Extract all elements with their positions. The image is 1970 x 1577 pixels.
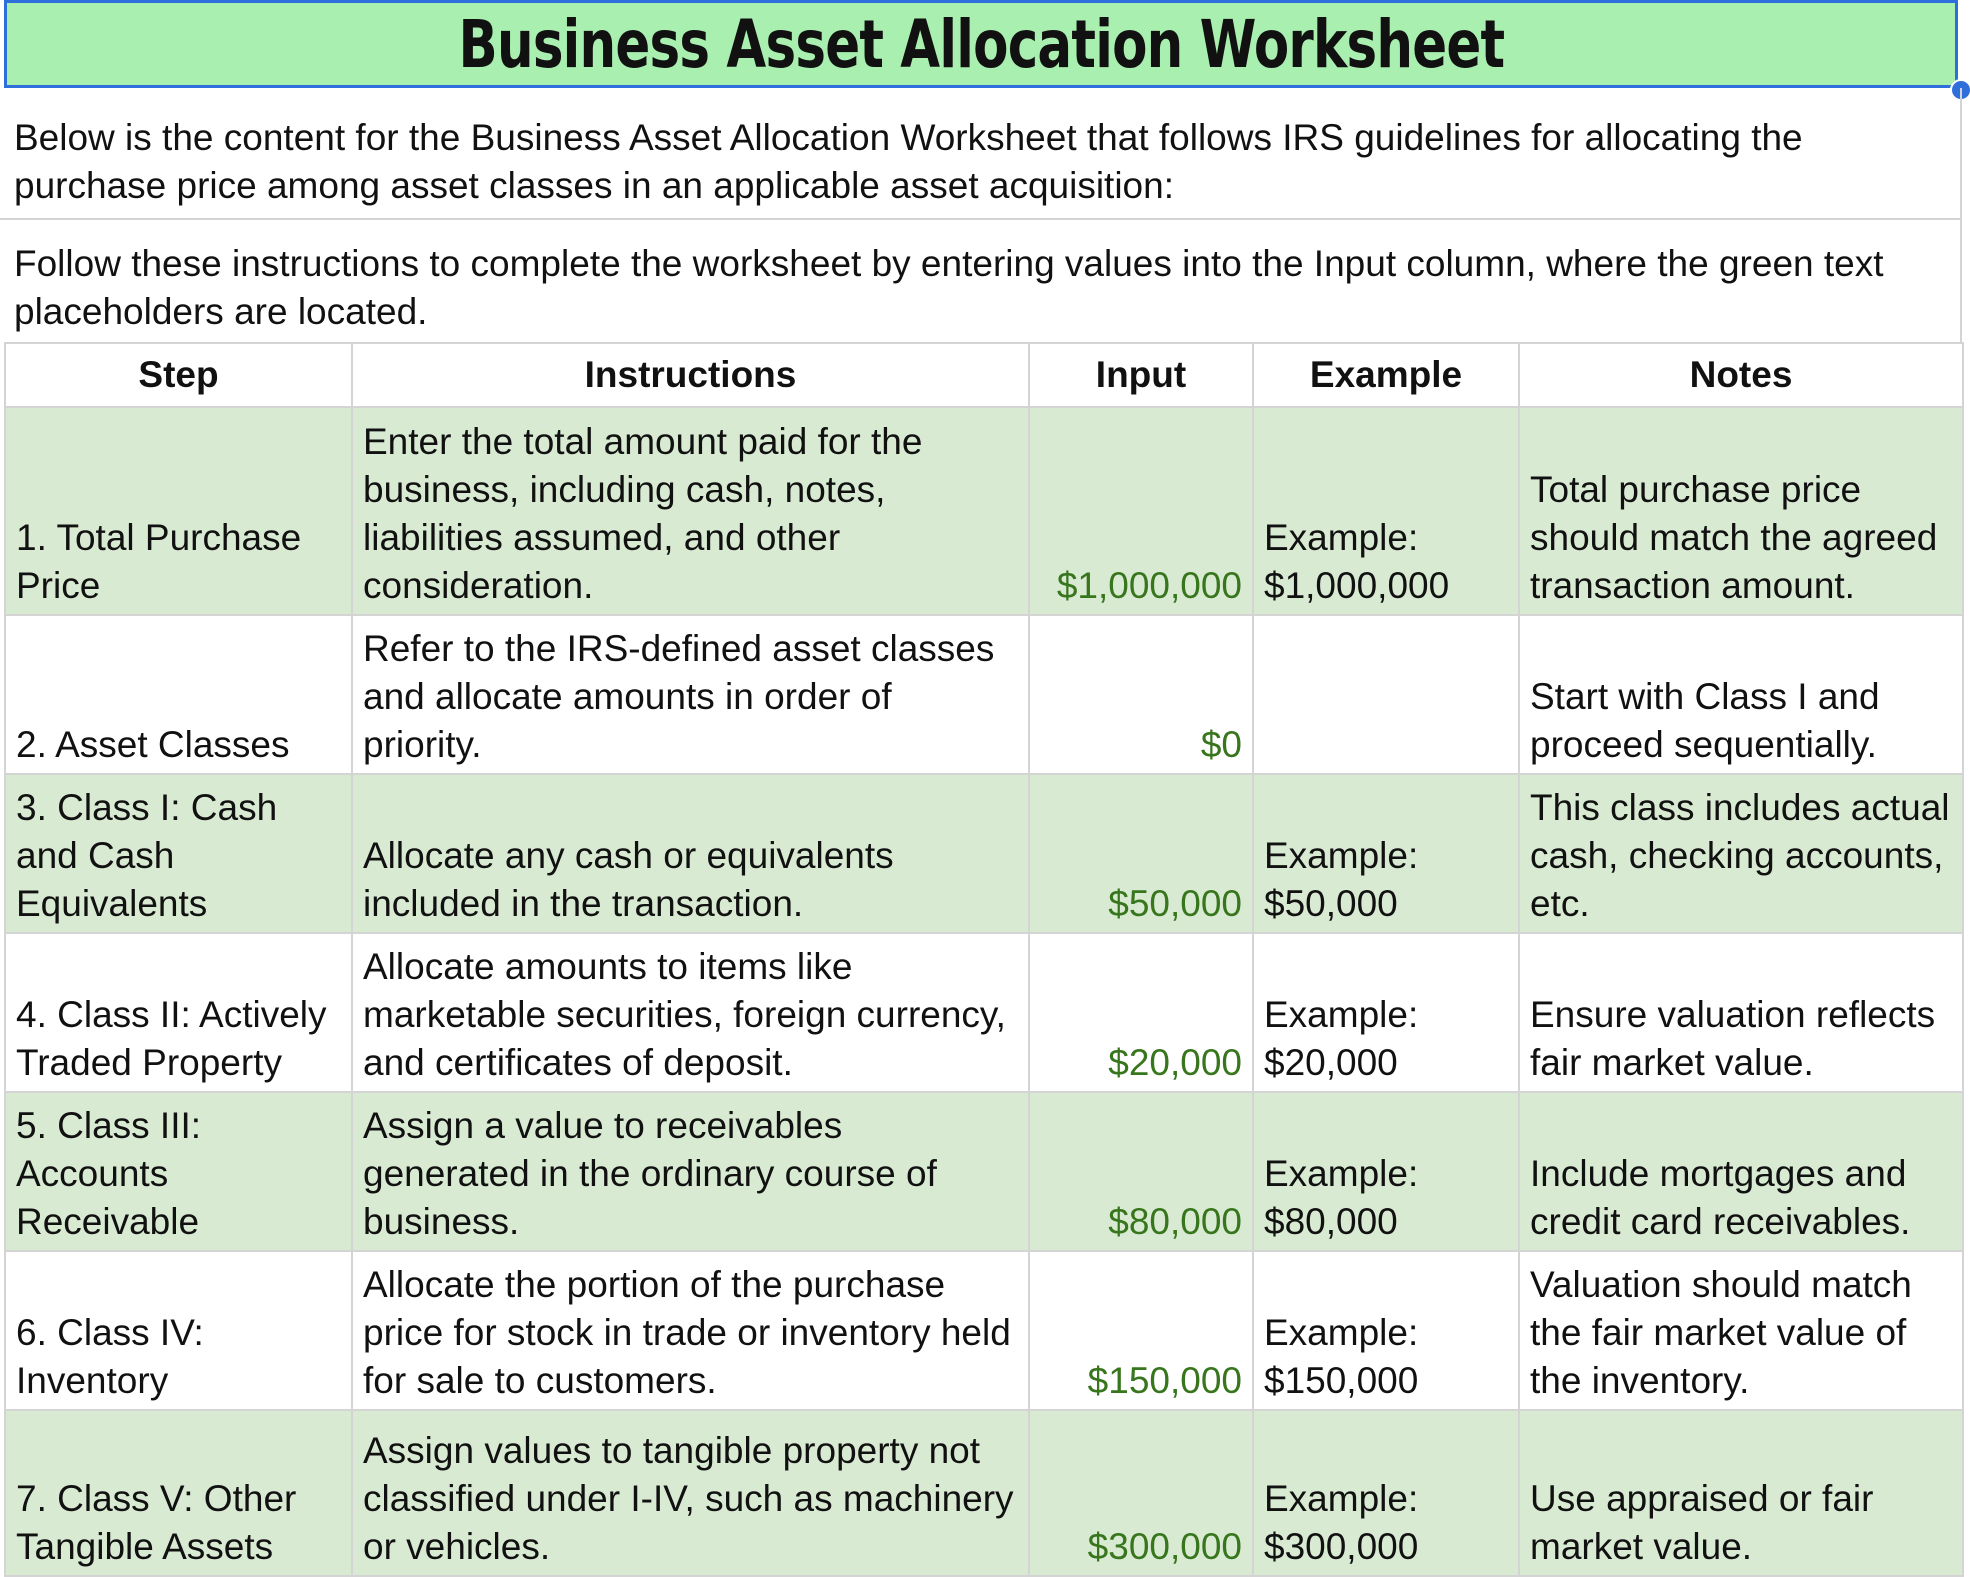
notes-cell[interactable]: This class includes actual cash, checking accounts, etc. <box>1519 774 1963 933</box>
step-cell[interactable]: 5. Class III: Accounts Receivable <box>5 1092 352 1251</box>
column-divider <box>1960 88 1962 344</box>
table-row <box>5 407 1963 615</box>
intro-cell[interactable]: Below is the content for the Business Asset Allocation Worksheet that follows IRS guidelines for allocating the purchase price among asset classes in an applicable asset acquisition: <box>14 117 1803 206</box>
instructions-cell[interactable]: Allocate any cash or equivalents included in the transaction. <box>352 774 1029 933</box>
step-cell[interactable]: 1. Total Purchase Price <box>5 407 352 615</box>
table-row <box>5 1092 1963 1251</box>
worksheet-title: Business Asset Allocation Worksheet <box>458 5 1504 83</box>
example-cell[interactable] <box>1253 615 1519 774</box>
title-cell[interactable] <box>4 0 1958 88</box>
input-cell[interactable]: $20,000 <box>1029 933 1253 1092</box>
table-row <box>5 1410 1963 1576</box>
step-cell[interactable]: 4. Class II: Actively Traded Property <box>5 933 352 1092</box>
instructions-cell[interactable]: Assign values to tangible property not classified under I-IV, such as machinery or vehicles. <box>352 1410 1029 1576</box>
row-divider <box>0 218 1960 220</box>
header-input[interactable]: Input <box>1029 343 1253 407</box>
example-cell[interactable]: Example: $20,000 <box>1253 933 1519 1092</box>
step-cell[interactable]: 6. Class IV: Inventory <box>5 1251 352 1410</box>
header-step[interactable]: Step <box>5 343 352 407</box>
table-row <box>5 615 1963 774</box>
allocation-table <box>4 342 1964 1577</box>
input-cell[interactable]: $80,000 <box>1029 1092 1253 1251</box>
input-cell[interactable]: $1,000,000 <box>1029 407 1253 615</box>
step-cell[interactable]: 3. Class I: Cash and Cash Equivalents <box>5 774 352 933</box>
table-row <box>5 933 1963 1092</box>
notes-cell[interactable]: Use appraised or fair market value. <box>1519 1410 1963 1576</box>
example-cell[interactable]: Example: $300,000 <box>1253 1410 1519 1576</box>
notes-cell[interactable]: Ensure valuation reflects fair market value. <box>1519 933 1963 1092</box>
instructions-cell[interactable]: Follow these instructions to complete the worksheet by entering values into the Input column, where the green text placeholders are located. <box>14 243 1884 332</box>
notes-cell[interactable]: Total purchase price should match the agreed transaction amount. <box>1519 407 1963 615</box>
header-example[interactable]: Example <box>1253 343 1519 407</box>
example-cell[interactable]: Example: $80,000 <box>1253 1092 1519 1251</box>
input-cell[interactable]: $50,000 <box>1029 774 1253 933</box>
example-cell[interactable]: Example: $150,000 <box>1253 1251 1519 1410</box>
instructions-cell[interactable]: Assign a value to receivables generated in the ordinary course of business. <box>352 1092 1029 1251</box>
table-row <box>5 774 1963 933</box>
instructions-cell[interactable]: Refer to the IRS-defined asset classes and allocate amounts in order of priority. <box>352 615 1029 774</box>
instructions-cell[interactable]: Allocate the portion of the purchase price for stock in trade or inventory held for sale to customers. <box>352 1251 1029 1410</box>
input-cell[interactable]: $0 <box>1029 615 1253 774</box>
input-cell[interactable]: $300,000 <box>1029 1410 1253 1576</box>
instructions-cell[interactable]: Allocate amounts to items like marketable securities, foreign currency, and certificates of deposit. <box>352 933 1029 1092</box>
table-row <box>5 1251 1963 1410</box>
example-cell[interactable]: Example: $50,000 <box>1253 774 1519 933</box>
header-notes[interactable]: Notes <box>1519 343 1963 407</box>
header-instructions[interactable]: Instructions <box>352 343 1029 407</box>
notes-cell[interactable]: Valuation should match the fair market value of the inventory. <box>1519 1251 1963 1410</box>
step-cell[interactable]: 2. Asset Classes <box>5 615 352 774</box>
notes-cell[interactable]: Start with Class I and proceed sequentially. <box>1519 615 1963 774</box>
step-cell[interactable]: 7. Class V: Other Tangible Assets <box>5 1410 352 1576</box>
header-row <box>5 343 1963 407</box>
notes-cell[interactable]: Include mortgages and credit card receivables. <box>1519 1092 1963 1251</box>
input-cell[interactable]: $150,000 <box>1029 1251 1253 1410</box>
instructions-cell[interactable]: Enter the total amount paid for the business, including cash, notes, liabilities assumed, and other consideration. <box>352 407 1029 615</box>
example-cell[interactable]: Example: $1,000,000 <box>1253 407 1519 615</box>
